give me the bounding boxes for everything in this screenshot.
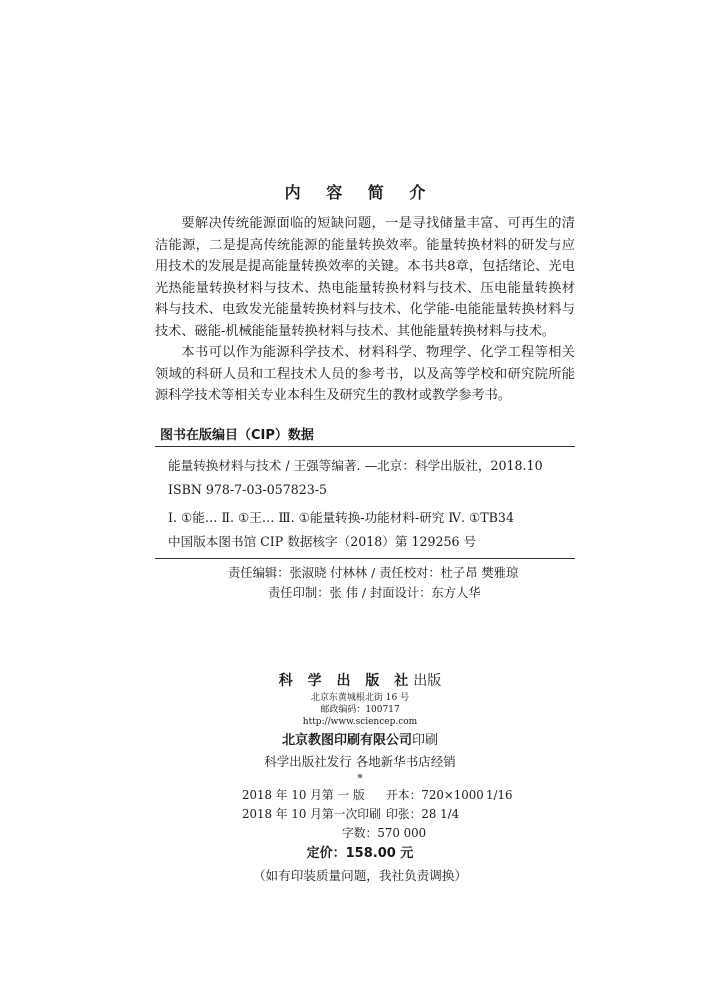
cip-isbn: ISBN 978-7-03-057823-5 xyxy=(168,482,328,497)
printing-text: 2018 年 10 月第一次印刷 xyxy=(242,807,381,821)
spec-row-3 xyxy=(0,824,720,843)
publisher-name: 科 学 出 版 社 xyxy=(278,673,414,689)
printer-suffix: 印刷 xyxy=(412,733,439,748)
publisher-postcode: 邮政编码：100717 xyxy=(320,705,400,715)
quality-note: （如有印装质量问题，我社负责调换） xyxy=(252,868,468,883)
publisher-suffix: 出版 xyxy=(413,673,442,689)
sheets-text: 印张：28 1/4 xyxy=(386,807,460,821)
cip-citation: 能量转换材料与技术 / 王强等编著. —北京：科学出版社，2018.10 xyxy=(168,458,543,473)
distribution-line: 科学出版社发行 各地新华书店经销 xyxy=(264,754,456,769)
edition-text: 2018 年 10 月第 一 版 xyxy=(242,788,365,802)
format-text: 开本：720×1000 xyxy=(386,788,484,802)
cip-number: 中国版本图书馆 CIP 数据核字（2018）第 129256 号 xyxy=(168,534,477,549)
editors-line-2: 责任印制：张 伟 / 封面设计：东方人华 xyxy=(268,586,481,600)
publisher-line xyxy=(0,670,720,692)
publisher-website: http://www.sciencep.com xyxy=(302,717,418,727)
separator-star: * xyxy=(357,772,363,785)
cip-classification: Ⅰ. ①能… Ⅱ. ①王… Ⅲ. ①能量转换-功能材料-研究 Ⅳ. ①TB34 xyxy=(168,510,514,525)
page-title: 内 容 简 介 xyxy=(284,183,436,202)
printer-line xyxy=(0,730,720,752)
spec-row-2 xyxy=(0,805,720,824)
printer-name: 北京教图印刷有限公司 xyxy=(281,733,412,748)
word-count-text: 字数：570 000 xyxy=(342,826,427,840)
cip-top-divider xyxy=(155,446,575,447)
summary-paragraph-1: 要解决传统能源面临的短缺问题，一是寻找储量丰富、可再生的清洁能源，二是提高传统能源的能量转换效率。能量转换材料的研发与应用技术的发展是提高能量转换效率的关键。本书共8章，包括绪论、光电光热能量转换材料与技术、热电能量转换材料与技术、压电能量转换材料与技术、电致发光能量转换材料与技术、化学能-电能能量转换材料与技术、磁能-机械能能量转换材料与技术、其他能量转换材料与技术。 xyxy=(155,216,575,339)
publication-info xyxy=(0,670,720,886)
cip-bottom-divider xyxy=(155,558,575,559)
spec-row-1 xyxy=(0,786,720,805)
price-text: 定价：158.00 元 xyxy=(306,846,414,861)
cip-data-block xyxy=(168,454,578,554)
editors-line-1: 责任编辑：张淑晓 付林林 / 责任校对：杜子昂 樊雅琼 xyxy=(228,566,519,580)
book-summary xyxy=(155,213,575,407)
summary-paragraph-2: 本书可以作为能源科学技术、材料科学、物理学、化学工程等相关领域的科研人员和工程技术人员的参考书，以及高等学校和研究院所能源科学技术等相关专业本科生及研究生的教材或教学参考书。 xyxy=(155,345,575,403)
cip-header: 图书在版编目（CIP）数据 xyxy=(160,428,314,443)
publisher-address: 北京东黄城根北街 16 号 xyxy=(310,693,410,703)
format-ratio-text: 1/16 xyxy=(486,788,513,802)
